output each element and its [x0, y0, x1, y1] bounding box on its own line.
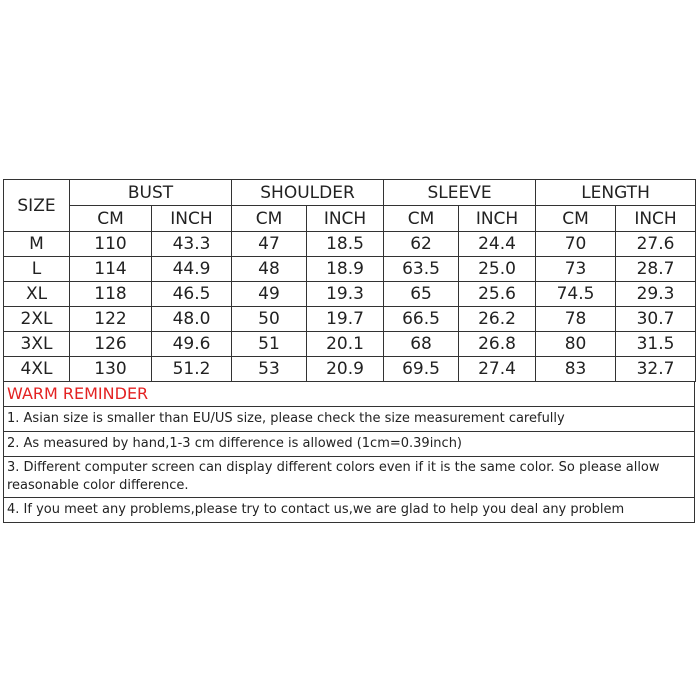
note-3: 3. Different computer screen can display different colors even if it is the same color. So please allow reasonable color difference. [4, 457, 695, 498]
table-cell: 126 [70, 332, 152, 357]
note-row [4, 407, 695, 432]
shoulder-header: SHOULDER [232, 180, 384, 206]
table-cell: 49 [232, 282, 307, 307]
table-cell: 44.9 [152, 257, 232, 282]
sleeve-header: SLEEVE [384, 180, 536, 206]
unit-cm: CM [536, 206, 616, 232]
note-1: 1. Asian size is smaller than EU/US size, please check the size measurement carefully [4, 407, 695, 432]
table-cell: 26.8 [459, 332, 536, 357]
table-cell: 73 [536, 257, 616, 282]
table-row [4, 357, 696, 382]
table-row [4, 307, 696, 332]
table-cell: 19.3 [307, 282, 384, 307]
unit-inch: INCH [307, 206, 384, 232]
table-cell: 27.4 [459, 357, 536, 382]
table-cell: 65 [384, 282, 459, 307]
table-cell: 18.5 [307, 232, 384, 257]
length-header: LENGTH [536, 180, 696, 206]
unit-inch: INCH [616, 206, 696, 232]
table-cell: 130 [70, 357, 152, 382]
table-cell: 32.7 [616, 357, 696, 382]
table-cell: 50 [232, 307, 307, 332]
table-cell: 63.5 [384, 257, 459, 282]
table-cell: 31.5 [616, 332, 696, 357]
table-cell: 78 [536, 307, 616, 332]
table-cell: 19.7 [307, 307, 384, 332]
table-cell: 18.9 [307, 257, 384, 282]
table-cell: 49.6 [152, 332, 232, 357]
size-label: L [4, 257, 70, 282]
table-cell: 28.7 [616, 257, 696, 282]
size-label: XL [4, 282, 70, 307]
table-row [4, 332, 696, 357]
note-row [4, 457, 695, 498]
table-cell: 51.2 [152, 357, 232, 382]
bust-header: BUST [70, 180, 232, 206]
table-cell: 20.1 [307, 332, 384, 357]
note-4: 4. If you meet any problems,please try to contact us,we are glad to help you deal any problem [4, 498, 695, 523]
unit-inch: INCH [459, 206, 536, 232]
table-cell: 26.2 [459, 307, 536, 332]
size-table [3, 179, 696, 382]
table-cell: 62 [384, 232, 459, 257]
warm-reminder [3, 382, 695, 523]
note-2: 2. As measured by hand,1-3 cm difference is allowed (1cm=0.39inch) [4, 432, 695, 457]
table-cell: 110 [70, 232, 152, 257]
table-cell: 47 [232, 232, 307, 257]
table-cell: 24.4 [459, 232, 536, 257]
table-cell: 66.5 [384, 307, 459, 332]
table-cell: 114 [70, 257, 152, 282]
table-cell: 83 [536, 357, 616, 382]
table-cell: 51 [232, 332, 307, 357]
unit-cm: CM [70, 206, 152, 232]
table-cell: 29.3 [616, 282, 696, 307]
header-row [4, 180, 696, 206]
table-cell: 122 [70, 307, 152, 332]
table-row [4, 257, 696, 282]
unit-cm: CM [384, 206, 459, 232]
note-row [4, 432, 695, 457]
size-label: 2XL [4, 307, 70, 332]
table-cell: 30.7 [616, 307, 696, 332]
reminder-title: WARM REMINDER [4, 382, 695, 407]
table-cell: 27.6 [616, 232, 696, 257]
table-cell: 25.0 [459, 257, 536, 282]
unit-cm: CM [232, 206, 307, 232]
reminder-title-row [4, 382, 695, 407]
table-cell: 118 [70, 282, 152, 307]
size-header: SIZE [4, 180, 70, 232]
table-cell: 70 [536, 232, 616, 257]
table-cell: 80 [536, 332, 616, 357]
table-cell: 25.6 [459, 282, 536, 307]
unit-row [4, 206, 696, 232]
table-cell: 74.5 [536, 282, 616, 307]
table-cell: 20.9 [307, 357, 384, 382]
table-cell: 43.3 [152, 232, 232, 257]
size-chart [3, 179, 695, 523]
size-label: M [4, 232, 70, 257]
size-label: 4XL [4, 357, 70, 382]
table-cell: 46.5 [152, 282, 232, 307]
unit-inch: INCH [152, 206, 232, 232]
size-label: 3XL [4, 332, 70, 357]
table-row [4, 232, 696, 257]
table-cell: 53 [232, 357, 307, 382]
table-cell: 48.0 [152, 307, 232, 332]
table-cell: 68 [384, 332, 459, 357]
table-row [4, 282, 696, 307]
table-cell: 69.5 [384, 357, 459, 382]
note-row [4, 498, 695, 523]
table-cell: 48 [232, 257, 307, 282]
